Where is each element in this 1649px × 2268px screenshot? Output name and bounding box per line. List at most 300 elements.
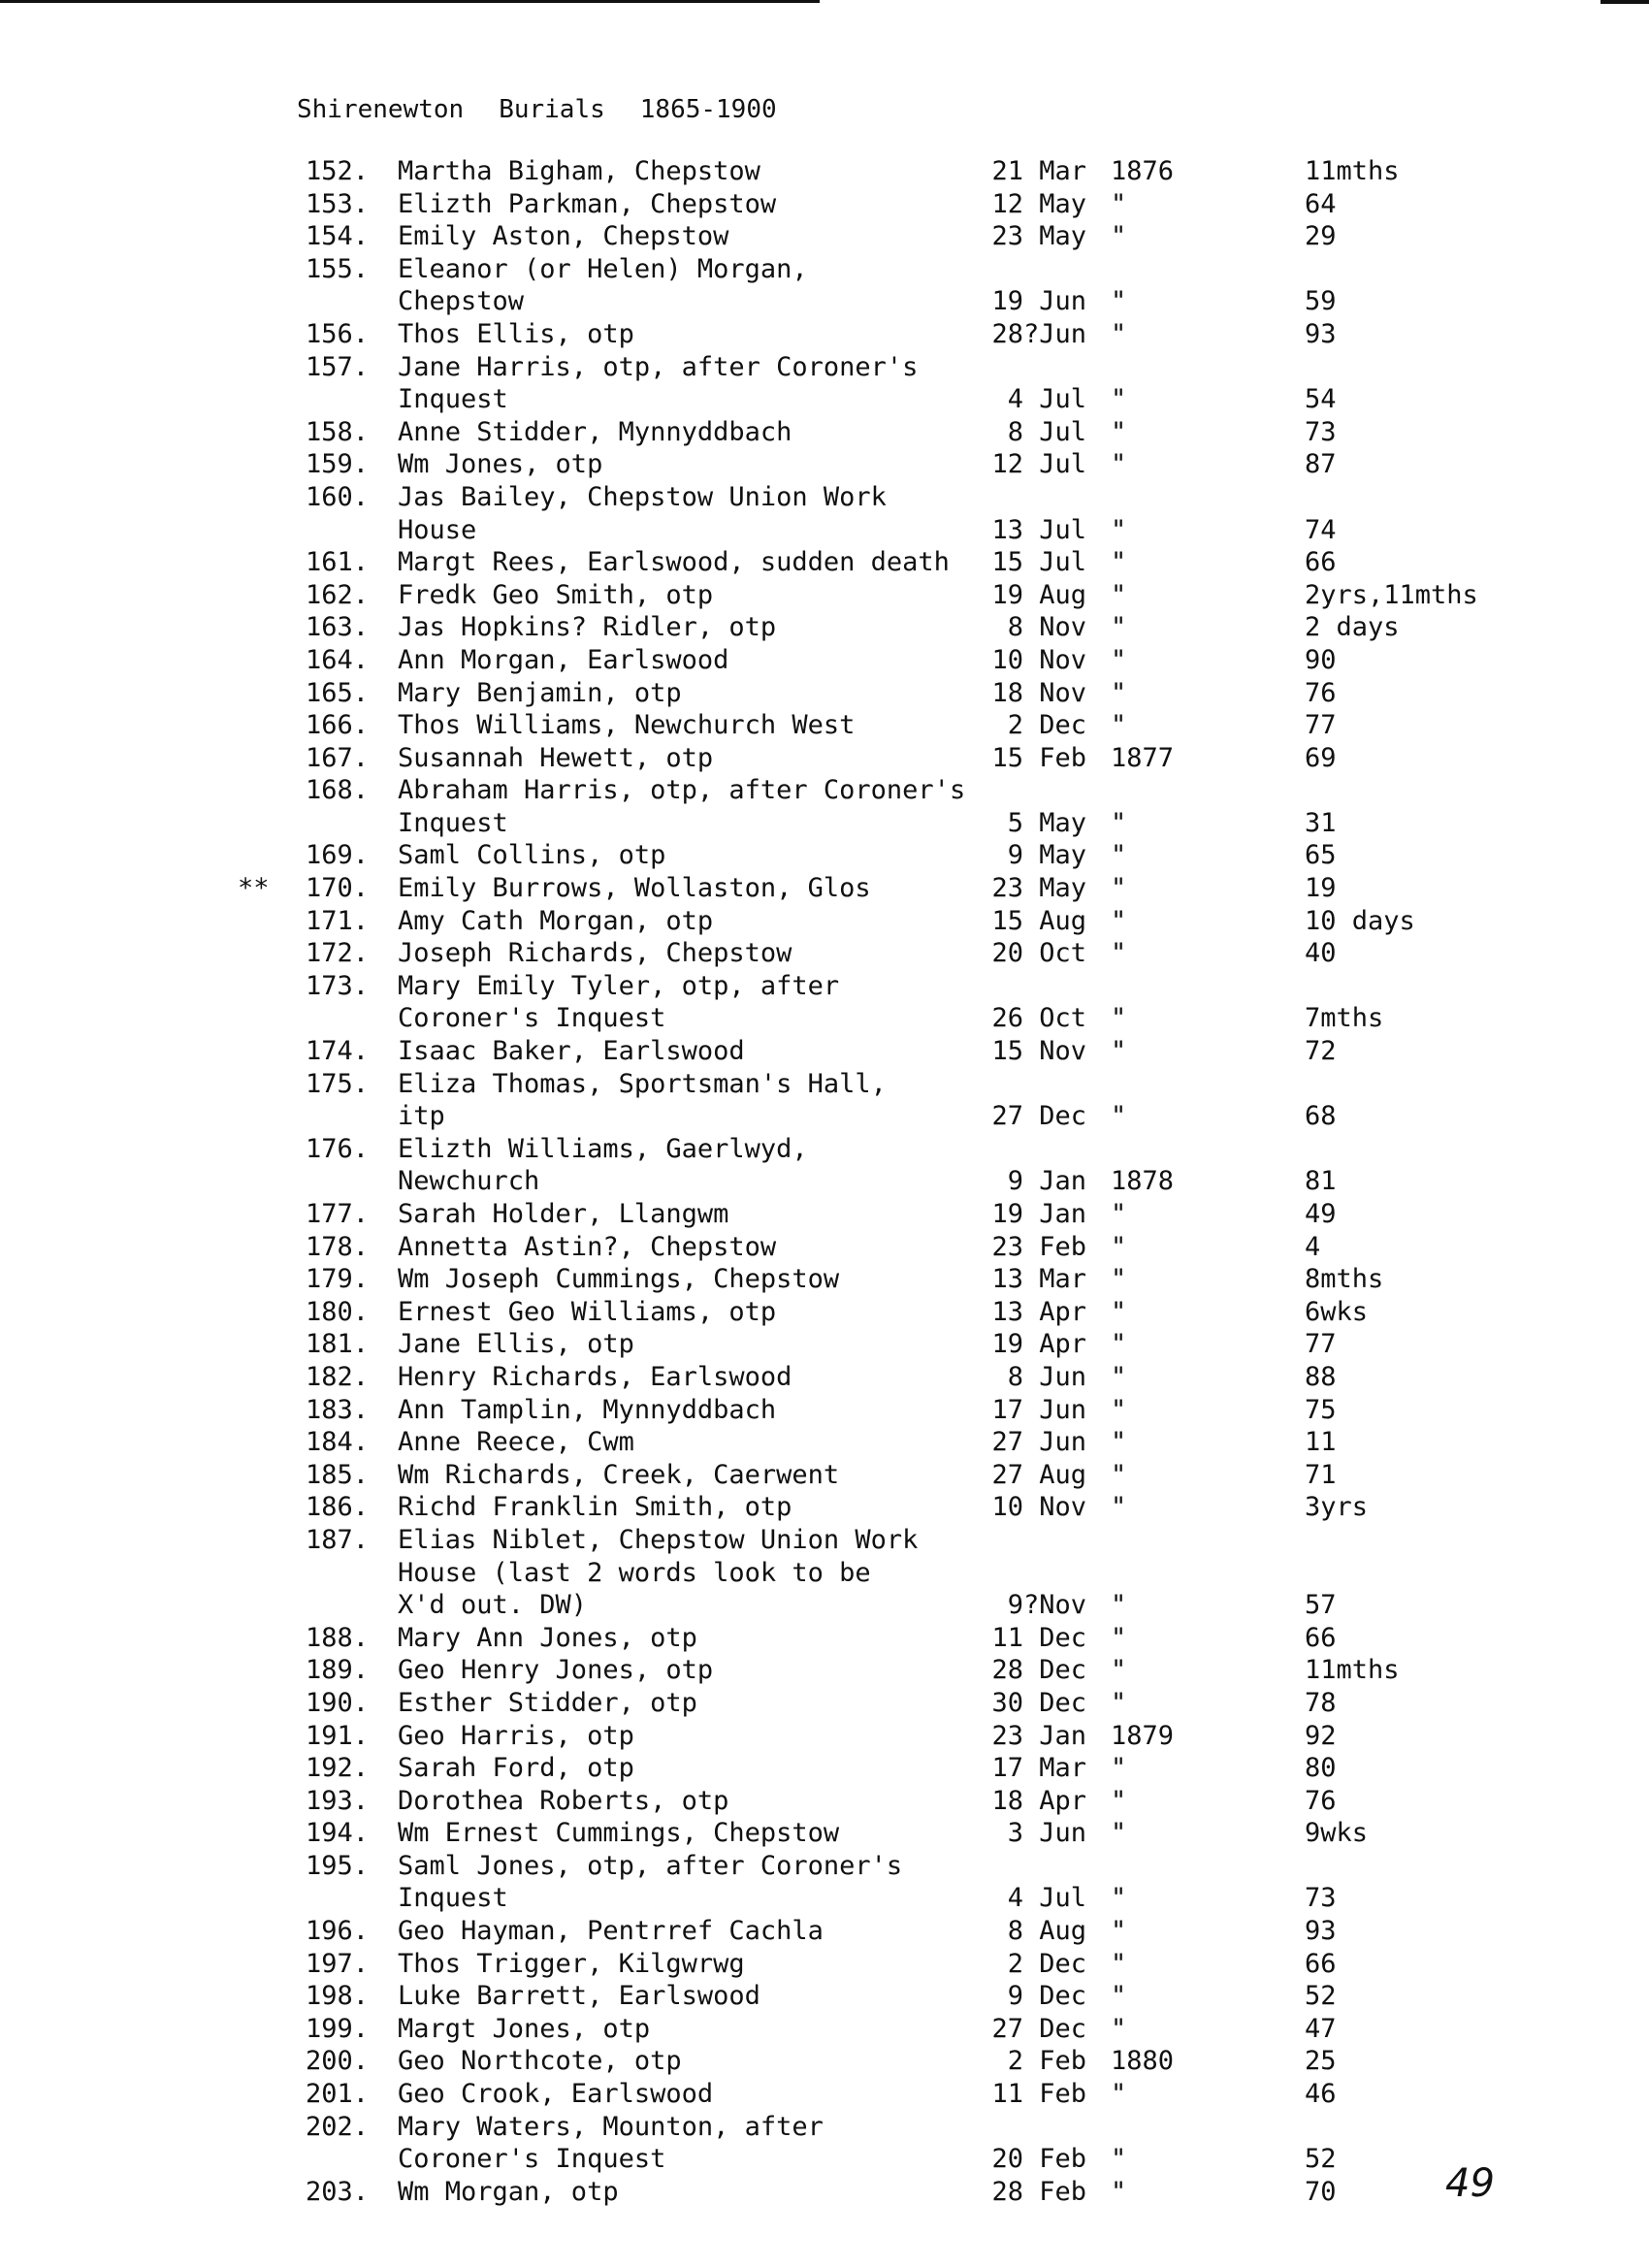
entry-line <box>0 1720 1649 1753</box>
burial-entry <box>0 1785 1649 1818</box>
burial-year: " <box>1111 710 1127 741</box>
entry-number: 182. <box>305 1361 369 1392</box>
age-at-death: 11 <box>1305 1427 1337 1458</box>
entry-name-text: Martha Bigham, Chepstow <box>398 156 760 186</box>
entry-number: 161. <box>305 547 369 578</box>
burial-year: " <box>1111 1785 1127 1816</box>
entry-name-text: Margt Jones, otp <box>398 2013 651 2044</box>
age-at-death: 7mths <box>1305 1003 1384 1034</box>
entry-name-text: Newchurch <box>398 1166 540 1197</box>
entry-name-text: Mary Emily Tyler, otp, after <box>398 970 840 1001</box>
entry-line <box>0 1361 1649 1394</box>
entry-name-text: Joseph Richards, Chepstow <box>398 938 792 969</box>
scan-edge-line <box>0 0 820 3</box>
age-at-death: 66 <box>1305 547 1337 578</box>
burial-date: 23 May <box>991 873 1086 904</box>
entry-number: 173. <box>305 970 369 1001</box>
entry-name-text: Wm Morgan, otp <box>398 2176 619 2207</box>
entry-number: 159. <box>305 449 369 480</box>
entry-line <box>0 1100 1649 1133</box>
entry-number: 198. <box>305 1981 369 2012</box>
entry-number: 180. <box>305 1296 369 1327</box>
burial-entry <box>0 1394 1649 1427</box>
entry-line <box>0 155 1649 188</box>
burial-date: 17 Mar <box>991 1753 1086 1784</box>
entry-line <box>0 285 1649 318</box>
entry-number: 197. <box>305 1948 369 1979</box>
burial-year: " <box>1111 644 1127 675</box>
entry-line <box>0 709 1649 742</box>
entry-number: 171. <box>305 905 369 936</box>
burial-date: 23 May <box>991 221 1086 252</box>
age-at-death: 75 <box>1305 1394 1337 1425</box>
entry-number: 155. <box>305 253 369 284</box>
entry-number: 199. <box>305 2013 369 2044</box>
age-at-death: 2 days <box>1305 612 1400 643</box>
entry-number: 187. <box>305 1524 369 1555</box>
burial-entry <box>0 1263 1649 1296</box>
burial-date: 4 Jul <box>1007 1883 1086 1914</box>
burial-year: " <box>1111 449 1127 480</box>
burial-entry <box>0 677 1649 710</box>
age-at-death: 73 <box>1305 416 1337 447</box>
entry-name-text: Sarah Ford, otp <box>398 1753 634 1784</box>
burial-entry <box>0 1980 1649 2013</box>
burial-entry <box>0 1035 1649 1068</box>
entry-name-text: Jas Bailey, Chepstow Union Work <box>398 481 887 512</box>
burial-entry <box>0 1915 1649 1948</box>
burial-year: " <box>1111 1655 1127 1686</box>
entry-number: 166. <box>305 710 369 741</box>
burial-year: " <box>1111 221 1127 252</box>
entry-name-text: Coroner's Inquest <box>398 2144 666 2175</box>
burial-entry <box>0 1231 1649 1264</box>
age-at-death: 68 <box>1305 1101 1337 1132</box>
burial-date: 2 Dec <box>1007 1948 1086 1979</box>
burial-year: " <box>1111 514 1127 545</box>
burial-entry <box>0 1687 1649 1720</box>
entry-line <box>0 905 1649 938</box>
age-at-death: 11mths <box>1305 1655 1400 1686</box>
burial-year: " <box>1111 873 1127 904</box>
burial-year: " <box>1111 318 1127 349</box>
age-at-death: 47 <box>1305 2013 1337 2044</box>
burial-year: " <box>1111 1883 1127 1914</box>
entry-name-text: Richd Franklin Smith, otp <box>398 1492 792 1523</box>
burial-year: " <box>1111 188 1127 219</box>
entry-line <box>0 1557 1649 1590</box>
burial-date: 15 Feb <box>991 742 1086 773</box>
entry-number: 192. <box>305 1753 369 1784</box>
age-at-death: 88 <box>1305 1361 1337 1392</box>
burial-date: 12 Jul <box>991 449 1086 480</box>
entry-name-text: Anne Reece, Cwm <box>398 1427 634 1458</box>
burial-date: 27 Dec <box>991 1101 1086 1132</box>
burial-entry <box>0 448 1649 481</box>
burial-date: 8 Jun <box>1007 1361 1086 1392</box>
entry-name-text: Isaac Baker, Earlswood <box>398 1036 745 1067</box>
burial-entry <box>0 1361 1649 1394</box>
burial-entry <box>0 318 1649 351</box>
age-at-death: 73 <box>1305 1883 1337 1914</box>
burial-date: 28 Dec <box>991 1655 1086 1686</box>
entry-line <box>0 546 1649 579</box>
entry-name-text: Luke Barrett, Earlswood <box>398 1981 760 2012</box>
burial-entry <box>0 742 1649 775</box>
age-at-death: 93 <box>1305 318 1337 349</box>
burial-date: 19 Jun <box>991 286 1086 317</box>
entry-name-text: Chepstow <box>398 286 525 317</box>
entry-line <box>0 742 1649 775</box>
entry-name-text: House <box>398 514 477 545</box>
age-at-death: 90 <box>1305 644 1337 675</box>
entry-line <box>0 1850 1649 1883</box>
burial-date: 13 Jul <box>991 514 1086 545</box>
burial-entry <box>0 1524 1649 1622</box>
entry-line <box>0 383 1649 416</box>
entry-line <box>0 611 1649 644</box>
entry-line <box>0 188 1649 221</box>
entry-line <box>0 774 1649 807</box>
age-at-death: 64 <box>1305 188 1337 219</box>
entry-number: 189. <box>305 1655 369 1686</box>
entry-line <box>0 220 1649 253</box>
entry-line <box>0 839 1649 872</box>
age-at-death: 31 <box>1305 807 1337 838</box>
entry-name-text: Inquest <box>398 384 508 415</box>
burial-year: " <box>1111 840 1127 871</box>
age-at-death: 2yrs,11mths <box>1305 579 1478 610</box>
entry-number: 186. <box>305 1492 369 1523</box>
entry-number: 157. <box>305 351 369 382</box>
burial-year: " <box>1111 807 1127 838</box>
entry-line <box>0 1002 1649 1035</box>
entry-name-text: Saml Jones, otp, after Coroner's <box>398 1850 903 1881</box>
burial-year: " <box>1111 1296 1127 1327</box>
entry-line <box>0 1980 1649 2013</box>
entry-number: 162. <box>305 579 369 610</box>
age-at-death: 59 <box>1305 286 1337 317</box>
entry-line <box>0 1817 1649 1850</box>
burial-date: 8 Aug <box>1007 1916 1086 1947</box>
entry-name-text: Inquest <box>398 1883 508 1914</box>
burial-year: " <box>1111 2013 1127 2044</box>
entry-line <box>0 1133 1649 1166</box>
age-at-death: 8mths <box>1305 1264 1384 1295</box>
age-at-death: 80 <box>1305 1753 1337 1784</box>
burial-date: 15 Jul <box>991 547 1086 578</box>
burial-year: " <box>1111 2144 1127 2175</box>
entry-name-text: Emily Burrows, Wollaston, Glos <box>398 873 871 904</box>
burial-year: " <box>1111 1622 1127 1653</box>
entry-name-text: Emily Aston, Chepstow <box>398 221 729 252</box>
burial-entry <box>0 644 1649 677</box>
entry-name-text: Mary Waters, Mounton, after <box>398 2111 824 2142</box>
header-register: Burials <box>499 95 605 124</box>
burial-year: " <box>1111 1753 1127 1784</box>
entry-name-text: Coroner's Inquest <box>398 1003 666 1034</box>
burial-date: 23 Jan <box>991 1720 1086 1751</box>
entry-number: 172. <box>305 938 369 969</box>
header-period: 1865-1900 <box>639 95 777 124</box>
entry-name-text: Ann Morgan, Earlswood <box>398 644 729 675</box>
entry-name-text: Elizth Williams, Gaerlwyd, <box>398 1133 808 1164</box>
burial-date: 28?Jun <box>991 318 1086 349</box>
entry-name-text: Elias Niblet, Chepstow Union Work <box>398 1524 919 1555</box>
age-at-death: 11mths <box>1305 156 1400 186</box>
burial-entry <box>0 905 1649 938</box>
entry-line <box>0 872 1649 905</box>
burial-entry <box>0 1720 1649 1753</box>
burial-year: " <box>1111 1818 1127 1849</box>
burial-entry <box>0 2078 1649 2111</box>
entry-number: 176. <box>305 1133 369 1164</box>
age-at-death: 29 <box>1305 221 1337 252</box>
entry-number: 174. <box>305 1036 369 1067</box>
entry-number: 200. <box>305 2046 369 2077</box>
burial-year: " <box>1111 1948 1127 1979</box>
burial-date: 11 Dec <box>991 1622 1086 1653</box>
burial-year: 1878 <box>1111 1166 1175 1197</box>
age-at-death: 76 <box>1305 1785 1337 1816</box>
age-at-death: 9wks <box>1305 1818 1369 1849</box>
age-at-death: 72 <box>1305 1036 1337 1067</box>
entry-name-text: Eleanor (or Helen) Morgan, <box>398 253 808 284</box>
entry-name-text: Jas Hopkins? Ridler, otp <box>398 612 777 643</box>
burial-date: 11 Feb <box>991 2079 1086 2110</box>
age-at-death: 6wks <box>1305 1296 1369 1327</box>
entry-name-text: Susannah Hewett, otp <box>398 742 714 773</box>
burial-entry <box>0 709 1649 742</box>
burial-date: 3 Jun <box>1007 1818 1086 1849</box>
burial-date: 19 Jan <box>991 1199 1086 1229</box>
burial-entry <box>0 872 1649 905</box>
entry-number: 181. <box>305 1329 369 1360</box>
burial-date: 5 May <box>1007 807 1086 838</box>
burial-register-list <box>0 155 1649 2208</box>
burial-date: 8 Nov <box>1007 612 1086 643</box>
entry-name-text: Inquest <box>398 807 508 838</box>
entry-number: 170. <box>305 873 369 904</box>
handwritten-page-number: 49 <box>1445 2161 1495 2206</box>
page-header <box>297 95 812 124</box>
entry-number: 195. <box>305 1850 369 1881</box>
entry-number: 188. <box>305 1622 369 1653</box>
age-at-death: 77 <box>1305 710 1337 741</box>
entry-name-text: Wm Ernest Cummings, Chepstow <box>398 1818 840 1849</box>
entry-line <box>0 1394 1649 1427</box>
burial-date: 30 Dec <box>991 1687 1086 1718</box>
burial-entry <box>0 1817 1649 1850</box>
burial-date: 19 Aug <box>991 579 1086 610</box>
burial-year: " <box>1111 579 1127 610</box>
entry-line <box>0 481 1649 514</box>
burial-date: 26 Oct <box>991 1003 1086 1034</box>
entry-line <box>0 1622 1649 1655</box>
entry-marker: ** <box>238 873 270 904</box>
burial-entry <box>0 1948 1649 1981</box>
burial-date: 20 Feb <box>991 2144 1086 2175</box>
entry-number: 164. <box>305 644 369 675</box>
entry-name-text: Mary Benjamin, otp <box>398 677 682 708</box>
entry-line <box>0 1915 1649 1948</box>
entry-line <box>0 1948 1649 1981</box>
burial-date: 19 Apr <box>991 1329 1086 1360</box>
entry-line <box>0 1491 1649 1524</box>
entry-name-text: Margt Rees, Earlswood, sudden death <box>398 547 950 578</box>
burial-entry <box>0 481 1649 546</box>
burial-entry <box>0 1850 1649 1915</box>
entry-number: 158. <box>305 416 369 447</box>
entry-line <box>0 807 1649 840</box>
entry-name-text: Saml Collins, otp <box>398 840 666 871</box>
burial-entry <box>0 253 1649 318</box>
entry-line <box>0 1589 1649 1622</box>
entry-name-text: Thos Trigger, Kilgwrwg <box>398 1948 745 1979</box>
burial-year: 1876 <box>1111 156 1175 186</box>
burial-date: 8 Jul <box>1007 416 1086 447</box>
burial-entry <box>0 188 1649 221</box>
burial-entry <box>0 1068 1649 1133</box>
entry-number: 175. <box>305 1068 369 1099</box>
entry-line <box>0 1687 1649 1720</box>
burial-entry <box>0 155 1649 188</box>
age-at-death: 54 <box>1305 384 1337 415</box>
entry-name-text: Esther Stidder, otp <box>398 1687 697 1718</box>
entry-number: 179. <box>305 1264 369 1295</box>
entry-name-text: Sarah Holder, Llangwm <box>398 1199 729 1229</box>
entry-number: 168. <box>305 775 369 806</box>
burial-date: 9?Nov <box>1007 1590 1086 1621</box>
age-at-death: 81 <box>1305 1166 1337 1197</box>
entry-line <box>0 1785 1649 1818</box>
burial-year: 1879 <box>1111 1720 1175 1751</box>
entry-name-text: Wm Richards, Creek, Caerwent <box>398 1459 840 1490</box>
entry-number: 201. <box>305 2079 369 2110</box>
burial-year: 1877 <box>1111 742 1175 773</box>
burial-date: 27 Dec <box>991 2013 1086 2044</box>
entry-number: 191. <box>305 1720 369 1751</box>
age-at-death: 76 <box>1305 677 1337 708</box>
entry-number: 190. <box>305 1687 369 1718</box>
burial-date: 18 Apr <box>991 1785 1086 1816</box>
age-at-death: 4 <box>1305 1231 1321 1262</box>
entry-name-text: X'd out. DW) <box>398 1590 588 1621</box>
age-at-death: 70 <box>1305 2176 1337 2207</box>
age-at-death: 77 <box>1305 1329 1337 1360</box>
entry-number: 185. <box>305 1459 369 1490</box>
burial-year: " <box>1111 1199 1127 1229</box>
entry-name-text: Dorothea Roberts, otp <box>398 1785 729 1816</box>
burial-year: " <box>1111 677 1127 708</box>
entry-name-text: Geo Henry Jones, otp <box>398 1655 714 1686</box>
entry-line <box>0 937 1649 970</box>
burial-year: " <box>1111 1590 1127 1621</box>
burial-date: 21 Mar <box>991 156 1086 186</box>
entry-name-text: Jane Ellis, otp <box>398 1329 634 1360</box>
entry-line <box>0 1263 1649 1296</box>
entry-number: 154. <box>305 221 369 252</box>
burial-year: " <box>1111 286 1127 317</box>
entry-name-text: Fredk Geo Smith, otp <box>398 579 714 610</box>
burial-entry <box>0 416 1649 449</box>
entry-number: 203. <box>305 2176 369 2207</box>
entry-number: 167. <box>305 742 369 773</box>
entry-line <box>0 1328 1649 1361</box>
entry-line <box>0 2013 1649 2046</box>
burial-entry <box>0 937 1649 970</box>
age-at-death: 40 <box>1305 938 1337 969</box>
burial-date: 2 Feb <box>1007 2046 1086 2077</box>
burial-year: " <box>1111 1231 1127 1262</box>
entry-number: 183. <box>305 1394 369 1425</box>
entry-number: 196. <box>305 1916 369 1947</box>
burial-date: 9 Jan <box>1007 1166 1086 1197</box>
burial-entry <box>0 1752 1649 1785</box>
burial-date: 27 Aug <box>991 1459 1086 1490</box>
burial-date: 15 Aug <box>991 905 1086 936</box>
burial-entry <box>0 1296 1649 1329</box>
age-at-death: 52 <box>1305 1981 1337 2012</box>
burial-date: 20 Oct <box>991 938 1086 969</box>
burial-year: " <box>1111 1459 1127 1490</box>
entry-name-text: Amy Cath Morgan, otp <box>398 905 714 936</box>
burial-year: " <box>1111 1361 1127 1392</box>
entry-number: 156. <box>305 318 369 349</box>
burial-date: 23 Feb <box>991 1231 1086 1262</box>
age-at-death: 74 <box>1305 514 1337 545</box>
burial-entry <box>0 1328 1649 1361</box>
burial-entry <box>0 2111 1649 2176</box>
burial-date: 4 Jul <box>1007 384 1086 415</box>
entry-name-text: Geo Harris, otp <box>398 1720 634 1751</box>
entry-number: 193. <box>305 1785 369 1816</box>
entry-line <box>0 1296 1649 1329</box>
age-at-death: 46 <box>1305 2079 1337 2110</box>
age-at-death: 92 <box>1305 1720 1337 1751</box>
burial-year: " <box>1111 2079 1127 2110</box>
entry-name-text: Annetta Astin?, Chepstow <box>398 1231 777 1262</box>
burial-entry <box>0 1459 1649 1492</box>
burial-year: " <box>1111 1916 1127 1947</box>
entry-name-text: Geo Hayman, Pentrref Cachla <box>398 1916 824 1947</box>
entry-number: 177. <box>305 1199 369 1229</box>
entry-line <box>0 253 1649 286</box>
burial-entry <box>0 611 1649 644</box>
entry-number: 202. <box>305 2111 369 2142</box>
entry-line <box>0 579 1649 612</box>
age-at-death: 71 <box>1305 1459 1337 1490</box>
entry-line <box>0 644 1649 677</box>
entry-number: 169. <box>305 840 369 871</box>
burial-date: 17 Jun <box>991 1394 1086 1425</box>
entry-line <box>0 1752 1649 1785</box>
entry-name-text: Wm Joseph Cummings, Chepstow <box>398 1264 840 1295</box>
burial-year: " <box>1111 1427 1127 1458</box>
burial-date: 28 Feb <box>991 2176 1086 2207</box>
burial-date: 12 May <box>991 188 1086 219</box>
burial-entry <box>0 1426 1649 1459</box>
entry-name-text: Eliza Thomas, Sportsman's Hall, <box>398 1068 887 1099</box>
burial-entry <box>0 1491 1649 1524</box>
age-at-death: 57 <box>1305 1590 1337 1621</box>
entry-number: 163. <box>305 612 369 643</box>
age-at-death: 69 <box>1305 742 1337 773</box>
entry-name-text: itp <box>398 1101 445 1132</box>
burial-year: " <box>1111 1981 1127 2012</box>
burial-entry <box>0 1654 1649 1687</box>
entry-name-text: Thos Williams, Newchurch West <box>398 710 856 741</box>
